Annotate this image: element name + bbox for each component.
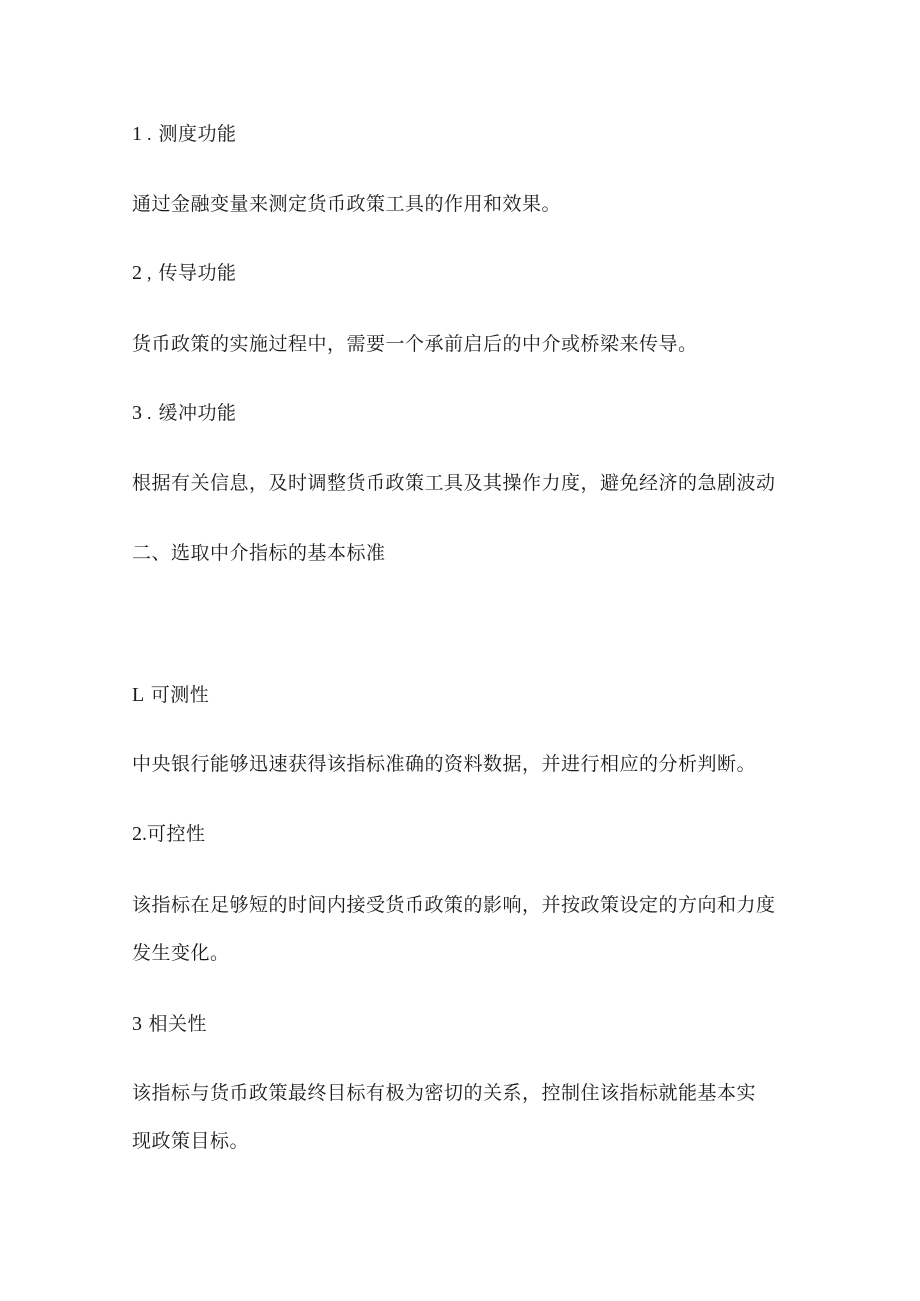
heading-label: 相关性 [148, 1013, 208, 1035]
heading-separator: . [142, 124, 152, 144]
heading-label: 可测性 [150, 684, 210, 706]
paragraph-measurability: 中央银行能够迅速获得该指标准确的资料数据，并进行相应的分析判断。 [132, 753, 757, 775]
paragraph-transmission: 货币政策的实施过程中，需要一个承前启后的中介或桥梁来传导。 [132, 333, 698, 355]
heading-measurement-function [132, 121, 237, 147]
paragraph-measurement: 通过金融变量来测定货币政策工具的作用和效果。 [132, 193, 562, 215]
heading-transmission-function [132, 260, 237, 286]
heading-label: 缓冲功能 [158, 402, 237, 424]
heading-number: 3 [132, 1013, 142, 1035]
heading-number: 2 [132, 262, 142, 284]
heading-separator: , [142, 263, 152, 283]
heading-number: 3 [132, 402, 142, 424]
paragraph-relevance-line-2: 现政策目标。 [132, 1130, 250, 1152]
heading-number: 2. [132, 823, 147, 845]
section-heading-selection-criteria: 二、选取中介指标的基本标准 [132, 542, 386, 564]
heading-number: L [132, 684, 145, 706]
paragraph-controllability-line-1: 该指标在足够短的时间内接受货币政策的影响，并按政策设定的方向和力度 [132, 894, 776, 916]
paragraph-buffer: 根据有关信息，及时调整货币政策工具及其操作力度，避免经济的急剧波动 [132, 472, 776, 494]
heading-controllability [132, 821, 206, 847]
paragraph-controllability-line-2: 发生变化。 [132, 942, 230, 964]
heading-measurability [132, 682, 209, 708]
paragraph-relevance-line-1: 该指标与货币政策最终目标有极为密切的关系，控制住该指标就能基本实 [132, 1082, 757, 1104]
heading-separator: . [142, 403, 152, 423]
heading-label: 可控性 [147, 823, 206, 845]
heading-label: 测度功能 [158, 123, 237, 145]
heading-number: 1 [132, 123, 142, 145]
heading-label: 传导功能 [158, 262, 237, 284]
heading-buffer-function [132, 400, 237, 426]
heading-relevance [132, 1011, 207, 1037]
